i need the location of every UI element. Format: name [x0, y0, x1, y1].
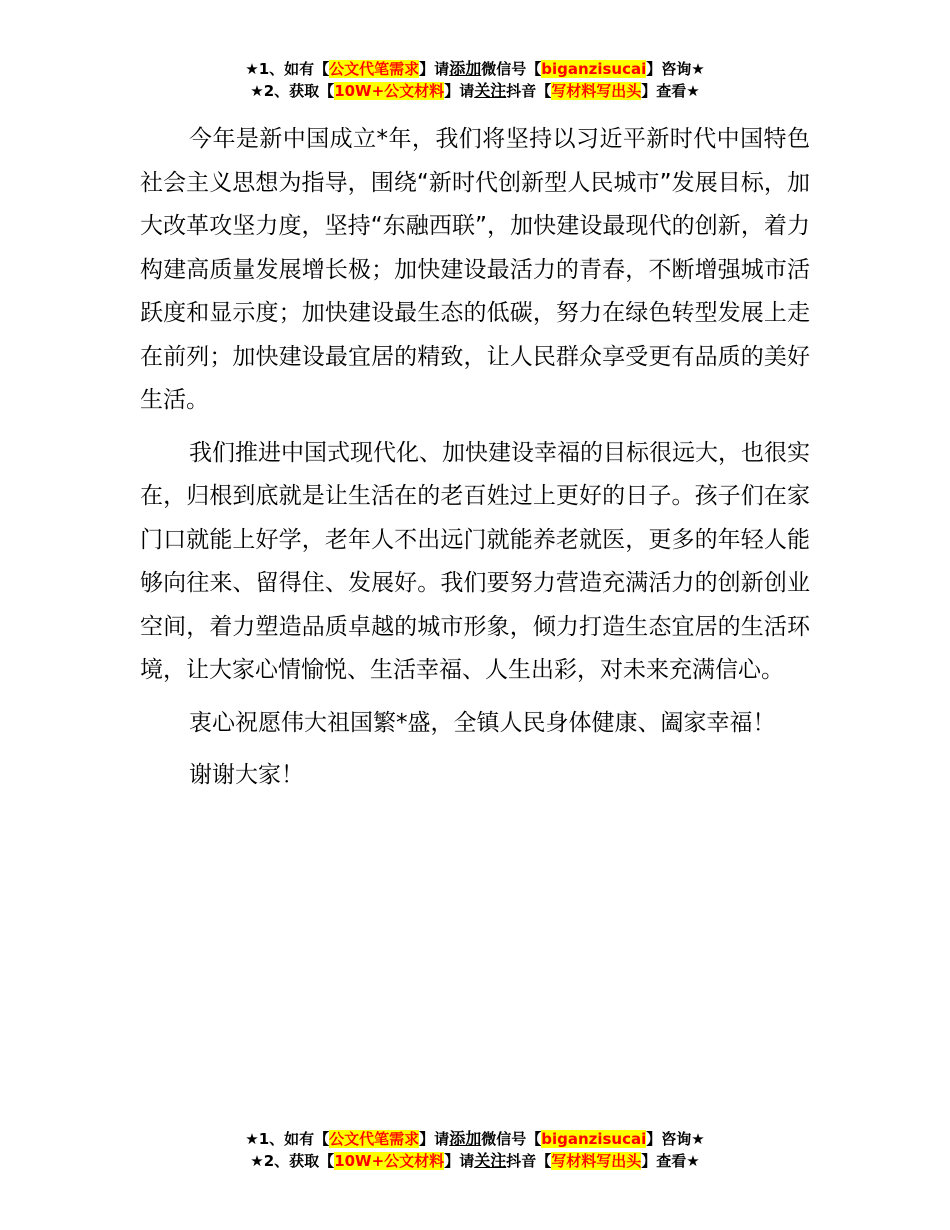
highlight-text: biganzisucai	[541, 1130, 647, 1148]
highlight-text: 10W+公文材料	[334, 1152, 445, 1170]
document-body	[140, 118, 810, 807]
underlined-text: 添加	[449, 59, 482, 78]
highlight-text: 写材料写出头	[551, 82, 642, 100]
paragraph: 谢谢大家！	[189, 762, 304, 788]
banner-line-2: ★2、获取【10W+公文材料】请关注抖音【写材料写出头】查看★	[250, 1151, 700, 1170]
highlight-text: biganzisucai	[541, 60, 647, 78]
highlight-text: 公文代笔需求	[329, 1130, 420, 1148]
highlight-text: 10W+公文材料	[334, 82, 445, 100]
header-banner	[0, 58, 950, 102]
highlight-text: 公文代笔需求	[329, 60, 420, 78]
banner-line-1: ★1、如有【公文代笔需求】请添加微信号【biganzisucai】咨询★	[245, 59, 705, 78]
underlined-text: 添加	[449, 1129, 482, 1148]
banner-line-1: ★1、如有【公文代笔需求】请添加微信号【biganzisucai】咨询★	[245, 1129, 705, 1148]
banner-line-2: ★2、获取【10W+公文材料】请关注抖音【写材料写出头】查看★	[250, 81, 700, 100]
underlined-text: 关注	[474, 81, 507, 100]
footer-banner	[0, 1128, 950, 1172]
paragraph: 衷心祝愿伟大祖国繁*盛，全镇人民身体健康、阖家幸福！	[189, 709, 776, 736]
underlined-text: 关注	[474, 1151, 507, 1170]
paragraph: 今年是新中国成立*年，我们将坚持以习近平新时代中国特色社会主义思想为指导，围绕“新时代创新型人民城市”发展目标，加大改革攻坚力度，坚持“东融西联”，加快建设最现代的创新，着力构建高质量发展增长极；加快建设最活力的青春，不断增强城市活跃度和显示度；加快建设最生态的低碳，努力在绿色转型发展上走在前列；加快建设最宜居的精致，让人民群众享受更有品质的美好生活。	[140, 126, 810, 413]
paragraph: 我们推进中国式现代化、加快建设幸福的目标很远大，也很实在，归根到底就是让生活在的老百姓过上更好的日子。孩子们在家门口就能上好学，老年人不出远门就能养老就医，更多的年轻人能够向往来、留得住、发展好。我们要努力营造充满活力的创新创业空间，着力塑造品质卓越的城市形象，倾力打造生态宜居的生活环境，让大家心情愉悦、生活幸福、人生出彩，对未来充满信心。	[140, 439, 810, 683]
highlight-text: 写材料写出头	[551, 1152, 642, 1170]
